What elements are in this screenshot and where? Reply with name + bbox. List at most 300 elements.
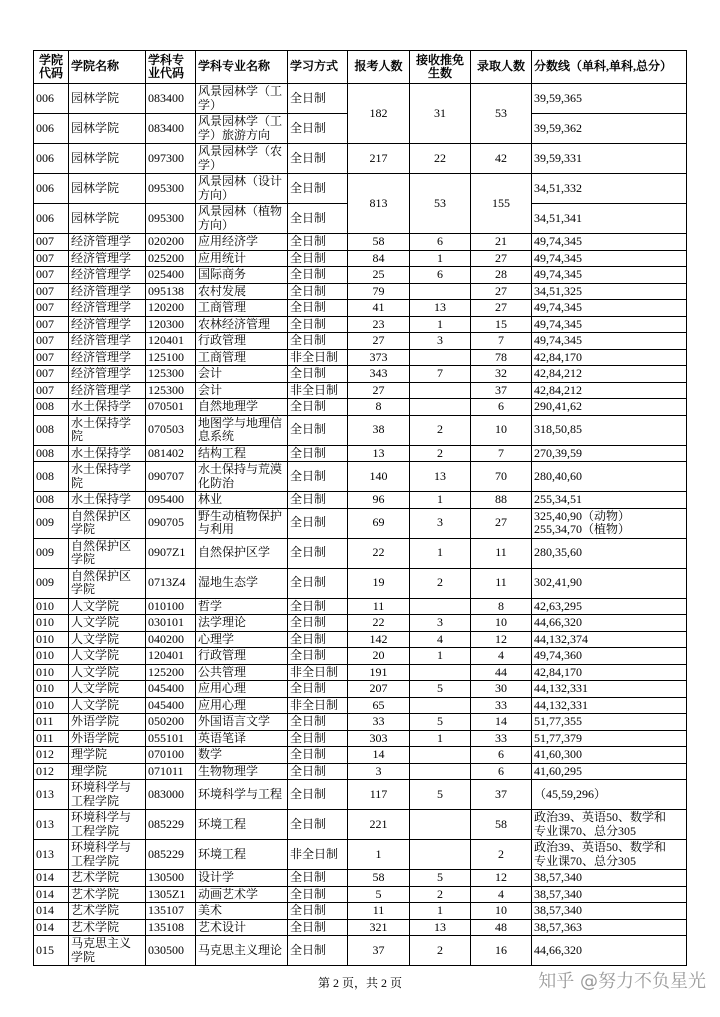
cell-score: 318,50,85 <box>532 415 687 445</box>
cell-admitted: 30 <box>471 681 532 698</box>
cell-study-mode: 全日制 <box>288 415 348 445</box>
cell-college-name: 水土保持学 <box>69 399 146 416</box>
cell-study-mode: 全日制 <box>288 886 348 903</box>
cell-study-mode: 全日制 <box>288 615 348 632</box>
cell-major-name: 野生动植物保护与利用 <box>196 508 288 538</box>
cell-college-name: 环境科学与工程学院 <box>69 840 146 870</box>
cell-admitted: 44 <box>471 664 532 681</box>
cell-exempt: 1 <box>410 492 471 509</box>
cell-exempt: 3 <box>410 333 471 350</box>
cell-exempt: 7 <box>410 366 471 383</box>
cell-score: 51,77,355 <box>532 714 687 731</box>
cell-score: （45,59,296） <box>532 780 687 810</box>
table-row <box>34 747 687 764</box>
cell-college-name: 人文学院 <box>69 631 146 648</box>
cell-college-code: 006 <box>34 84 69 114</box>
cell-college-code: 014 <box>34 919 69 936</box>
cell-major-code: 050200 <box>146 714 196 731</box>
table-row <box>34 664 687 681</box>
cell-college-name: 经济管理学 <box>69 300 146 317</box>
cell-major-name: 哲学 <box>196 598 288 615</box>
cell-major-code: 095400 <box>146 492 196 509</box>
cell-study-mode: 全日制 <box>288 780 348 810</box>
cell-admitted: 27 <box>471 300 532 317</box>
cell-study-mode: 全日制 <box>288 714 348 731</box>
cell-major-name: 自然地理学 <box>196 399 288 416</box>
cell-admitted: 27 <box>471 508 532 538</box>
cell-admitted: 70 <box>471 462 532 492</box>
cell-major-name: 林业 <box>196 492 288 509</box>
cell-college-code: 008 <box>34 462 69 492</box>
cell-college-name: 经济管理学 <box>69 234 146 251</box>
cell-college-code: 010 <box>34 598 69 615</box>
table-row <box>34 144 687 174</box>
cell-college-code: 010 <box>34 631 69 648</box>
cell-applicants: 117 <box>348 780 410 810</box>
cell-study-mode: 全日制 <box>288 144 348 174</box>
cell-study-mode: 全日制 <box>288 84 348 114</box>
cell-college-name: 人文学院 <box>69 648 146 665</box>
cell-applicants: 27 <box>348 382 410 399</box>
cell-exempt <box>410 697 471 714</box>
cell-exempt <box>410 840 471 870</box>
cell-exempt: 3 <box>410 508 471 538</box>
cell-admitted: 10 <box>471 615 532 632</box>
cell-exempt: 13 <box>410 919 471 936</box>
table-row <box>34 631 687 648</box>
cell-major-name: 设计学 <box>196 870 288 887</box>
cell-applicants: 182 <box>348 84 410 144</box>
cell-college-code: 006 <box>34 174 69 204</box>
cell-admitted: 6 <box>471 747 532 764</box>
header-major-code: 学科专业代码 <box>146 51 196 84</box>
cell-exempt: 2 <box>410 936 471 966</box>
cell-major-code: 135108 <box>146 919 196 936</box>
cell-score: 44,132,331 <box>532 697 687 714</box>
cell-score: 42,84,212 <box>532 382 687 399</box>
cell-applicants: 69 <box>348 508 410 538</box>
table-row <box>34 903 687 920</box>
cell-study-mode: 全日制 <box>288 508 348 538</box>
cell-admitted: 33 <box>471 730 532 747</box>
cell-study-mode: 全日制 <box>288 492 348 509</box>
cell-college-name: 园林学院 <box>69 174 146 204</box>
cell-admitted: 28 <box>471 267 532 284</box>
table-row <box>34 919 687 936</box>
cell-study-mode: 全日制 <box>288 300 348 317</box>
cell-applicants: 11 <box>348 903 410 920</box>
header-study-mode: 学习方式 <box>288 51 348 84</box>
cell-college-name: 经济管理学 <box>69 316 146 333</box>
cell-college-code: 007 <box>34 234 69 251</box>
cell-major-code: 125300 <box>146 366 196 383</box>
cell-college-name: 园林学院 <box>69 114 146 144</box>
cell-major-name: 环境科学与工程 <box>196 780 288 810</box>
cell-study-mode: 全日制 <box>288 631 348 648</box>
cell-score: 38,57,340 <box>532 903 687 920</box>
cell-major-code: 025400 <box>146 267 196 284</box>
cell-exempt: 1 <box>410 903 471 920</box>
table-row <box>34 840 687 870</box>
cell-major-code: 030500 <box>146 936 196 966</box>
header-college-name: 学院名称 <box>69 51 146 84</box>
cell-applicants: 37 <box>348 936 410 966</box>
cell-study-mode: 非全日制 <box>288 840 348 870</box>
table-row <box>34 267 687 284</box>
cell-major-name: 动画艺术学 <box>196 886 288 903</box>
cell-major-code: 090707 <box>146 462 196 492</box>
cell-admitted: 88 <box>471 492 532 509</box>
cell-study-mode: 全日制 <box>288 333 348 350</box>
table-row <box>34 936 687 966</box>
cell-college-code: 007 <box>34 366 69 383</box>
cell-college-name: 人文学院 <box>69 598 146 615</box>
cell-major-name: 风景园林（植物方向） <box>196 204 288 234</box>
cell-major-name: 会计 <box>196 382 288 399</box>
cell-major-code: 081402 <box>146 445 196 462</box>
cell-major-code: 030101 <box>146 615 196 632</box>
cell-exempt: 2 <box>410 886 471 903</box>
cell-college-name: 艺术学院 <box>69 903 146 920</box>
cell-college-code: 011 <box>34 730 69 747</box>
table-row <box>34 763 687 780</box>
cell-study-mode: 全日制 <box>288 174 348 204</box>
table-row <box>34 399 687 416</box>
cell-major-name: 风景园林学（农学） <box>196 144 288 174</box>
cell-applicants: 217 <box>348 144 410 174</box>
cell-score: 49,74,345 <box>532 234 687 251</box>
cell-score: 290,41,62 <box>532 399 687 416</box>
cell-admitted: 58 <box>471 810 532 840</box>
cell-major-name: 马克思主义理论 <box>196 936 288 966</box>
cell-major-code: 0713Z4 <box>146 568 196 598</box>
cell-major-code: 120300 <box>146 316 196 333</box>
cell-admitted: 7 <box>471 445 532 462</box>
cell-exempt: 2 <box>410 568 471 598</box>
cell-college-code: 012 <box>34 763 69 780</box>
cell-admitted: 42 <box>471 144 532 174</box>
cell-score: 34,51,325 <box>532 283 687 300</box>
cell-exempt: 3 <box>410 615 471 632</box>
cell-score: 34,51,341 <box>532 204 687 234</box>
cell-college-name: 人文学院 <box>69 664 146 681</box>
cell-major-name: 会计 <box>196 366 288 383</box>
cell-major-name: 行政管理 <box>196 333 288 350</box>
cell-score: 政治39、英语50、数学和专业课70、总分305 <box>532 840 687 870</box>
cell-applicants: 58 <box>348 870 410 887</box>
cell-exempt: 1 <box>410 538 471 568</box>
cell-score: 49,74,345 <box>532 316 687 333</box>
cell-college-name: 外语学院 <box>69 730 146 747</box>
table-row <box>34 697 687 714</box>
cell-major-code: 020200 <box>146 234 196 251</box>
cell-applicants: 41 <box>348 300 410 317</box>
admission-table <box>33 50 687 966</box>
cell-college-name: 经济管理学 <box>69 267 146 284</box>
table-header <box>34 51 687 84</box>
cell-college-name: 水土保持学院 <box>69 462 146 492</box>
cell-major-name: 应用统计 <box>196 250 288 267</box>
cell-score: 270,39,59 <box>532 445 687 462</box>
cell-major-code: 070100 <box>146 747 196 764</box>
cell-exempt: 1 <box>410 648 471 665</box>
cell-applicants: 191 <box>348 664 410 681</box>
cell-exempt: 53 <box>410 174 471 234</box>
cell-major-name: 公共管理 <box>196 664 288 681</box>
cell-major-code: 130500 <box>146 870 196 887</box>
cell-college-name: 外语学院 <box>69 714 146 731</box>
cell-exempt: 6 <box>410 267 471 284</box>
cell-admitted: 37 <box>471 780 532 810</box>
cell-major-code: 055101 <box>146 730 196 747</box>
cell-college-name: 艺术学院 <box>69 886 146 903</box>
table-row <box>34 870 687 887</box>
table-row <box>34 415 687 445</box>
cell-college-code: 010 <box>34 648 69 665</box>
cell-admitted: 21 <box>471 234 532 251</box>
cell-admitted: 27 <box>471 283 532 300</box>
cell-admitted: 4 <box>471 648 532 665</box>
cell-college-code: 008 <box>34 415 69 445</box>
cell-college-code: 010 <box>34 697 69 714</box>
cell-college-name: 环境科学与工程学院 <box>69 780 146 810</box>
cell-college-code: 010 <box>34 681 69 698</box>
cell-exempt: 1 <box>410 250 471 267</box>
cell-study-mode: 非全日制 <box>288 349 348 366</box>
cell-college-code: 006 <box>34 144 69 174</box>
cell-score: 34,51,332 <box>532 174 687 204</box>
header-exempt: 接收推免生数 <box>410 51 471 84</box>
cell-college-code: 007 <box>34 300 69 317</box>
cell-major-code: 120401 <box>146 648 196 665</box>
cell-college-name: 经济管理学 <box>69 349 146 366</box>
cell-applicants: 25 <box>348 267 410 284</box>
cell-major-code: 083400 <box>146 114 196 144</box>
cell-applicants: 22 <box>348 615 410 632</box>
cell-exempt: 4 <box>410 631 471 648</box>
cell-major-code: 083400 <box>146 84 196 114</box>
cell-score: 42,84,170 <box>532 664 687 681</box>
cell-college-code: 008 <box>34 445 69 462</box>
table-row <box>34 84 687 114</box>
header-score: 分数线（单科,单科,总分） <box>532 51 687 84</box>
cell-college-code: 008 <box>34 399 69 416</box>
cell-major-name: 结构工程 <box>196 445 288 462</box>
cell-admitted: 32 <box>471 366 532 383</box>
cell-applicants: 8 <box>348 399 410 416</box>
cell-major-code: 125100 <box>146 349 196 366</box>
cell-applicants: 79 <box>348 283 410 300</box>
cell-study-mode: 全日制 <box>288 538 348 568</box>
cell-major-code: 085229 <box>146 810 196 840</box>
cell-study-mode: 非全日制 <box>288 664 348 681</box>
cell-applicants: 221 <box>348 810 410 840</box>
cell-admitted: 33 <box>471 697 532 714</box>
cell-exempt: 5 <box>410 681 471 698</box>
cell-study-mode: 全日制 <box>288 250 348 267</box>
cell-score: 49,74,345 <box>532 267 687 284</box>
cell-score: 39,59,331 <box>532 144 687 174</box>
cell-college-name: 环境科学与工程学院 <box>69 810 146 840</box>
cell-major-name: 工商管理 <box>196 300 288 317</box>
table-row <box>34 333 687 350</box>
cell-admitted: 11 <box>471 538 532 568</box>
cell-major-code: 010100 <box>146 598 196 615</box>
cell-applicants: 14 <box>348 747 410 764</box>
table-row <box>34 316 687 333</box>
cell-applicants: 38 <box>348 415 410 445</box>
table-row <box>34 366 687 383</box>
cell-admitted: 4 <box>471 886 532 903</box>
cell-score: 51,77,379 <box>532 730 687 747</box>
cell-exempt: 31 <box>410 84 471 144</box>
cell-college-name: 自然保护区学院 <box>69 508 146 538</box>
cell-major-code: 090705 <box>146 508 196 538</box>
cell-admitted: 12 <box>471 631 532 648</box>
cell-college-code: 010 <box>34 615 69 632</box>
header-row <box>34 51 687 84</box>
cell-college-code: 013 <box>34 840 69 870</box>
table-row <box>34 714 687 731</box>
header-admitted: 录取人数 <box>471 51 532 84</box>
cell-exempt: 2 <box>410 415 471 445</box>
cell-college-code: 007 <box>34 283 69 300</box>
cell-major-name: 工商管理 <box>196 349 288 366</box>
cell-college-name: 理学院 <box>69 763 146 780</box>
table-row <box>34 648 687 665</box>
cell-score: 42,84,170 <box>532 349 687 366</box>
cell-college-name: 艺术学院 <box>69 870 146 887</box>
cell-college-code: 012 <box>34 747 69 764</box>
cell-score: 41,60,295 <box>532 763 687 780</box>
page-number: 第 2 页，共 2 页 <box>317 976 402 990</box>
cell-exempt <box>410 399 471 416</box>
table-row <box>34 810 687 840</box>
cell-exempt <box>410 283 471 300</box>
table-row <box>34 492 687 509</box>
table-row <box>34 300 687 317</box>
cell-college-name: 艺术学院 <box>69 919 146 936</box>
table-row <box>34 538 687 568</box>
cell-score: 49,74,345 <box>532 250 687 267</box>
cell-college-code: 015 <box>34 936 69 966</box>
cell-applicants: 65 <box>348 697 410 714</box>
watermark-text: 知乎 @努力不负星光 <box>538 971 706 992</box>
table-row <box>34 681 687 698</box>
cell-applicants: 142 <box>348 631 410 648</box>
cell-admitted: 27 <box>471 250 532 267</box>
cell-study-mode: 全日制 <box>288 316 348 333</box>
cell-applicants: 20 <box>348 648 410 665</box>
cell-score: 49,74,360 <box>532 648 687 665</box>
cell-score: 39,59,365 <box>532 84 687 114</box>
cell-study-mode: 全日制 <box>288 747 348 764</box>
cell-major-code: 120401 <box>146 333 196 350</box>
cell-college-code: 009 <box>34 568 69 598</box>
cell-score: 280,40,60 <box>532 462 687 492</box>
cell-major-name: 风景园林学（工学）旅游方向 <box>196 114 288 144</box>
cell-applicants: 96 <box>348 492 410 509</box>
table-row <box>34 730 687 747</box>
cell-exempt: 2 <box>410 445 471 462</box>
cell-college-name: 人文学院 <box>69 615 146 632</box>
cell-applicants: 33 <box>348 714 410 731</box>
cell-college-name: 园林学院 <box>69 144 146 174</box>
cell-major-code: 120200 <box>146 300 196 317</box>
table-row <box>34 174 687 204</box>
header-applicants: 报考人数 <box>348 51 410 84</box>
cell-study-mode: 全日制 <box>288 283 348 300</box>
cell-major-name: 生物物理学 <box>196 763 288 780</box>
cell-major-name: 地图学与地理信息系统 <box>196 415 288 445</box>
cell-exempt: 6 <box>410 234 471 251</box>
cell-college-name: 水土保持学院 <box>69 415 146 445</box>
cell-applicants: 58 <box>348 234 410 251</box>
cell-score: 42,84,212 <box>532 366 687 383</box>
cell-applicants: 27 <box>348 333 410 350</box>
cell-major-name: 湿地生态学 <box>196 568 288 598</box>
cell-score: 政治39、英语50、数学和专业课70、总分305 <box>532 810 687 840</box>
cell-study-mode: 全日制 <box>288 366 348 383</box>
cell-college-name: 经济管理学 <box>69 366 146 383</box>
cell-college-name: 人文学院 <box>69 697 146 714</box>
cell-admitted: 15 <box>471 316 532 333</box>
cell-admitted: 6 <box>471 763 532 780</box>
cell-college-code: 006 <box>34 204 69 234</box>
admission-table-container <box>33 50 686 966</box>
cell-applicants: 321 <box>348 919 410 936</box>
cell-admitted: 37 <box>471 382 532 399</box>
cell-study-mode: 全日制 <box>288 399 348 416</box>
cell-exempt <box>410 598 471 615</box>
cell-college-code: 013 <box>34 810 69 840</box>
cell-college-code: 014 <box>34 870 69 887</box>
cell-applicants: 22 <box>348 538 410 568</box>
cell-admitted: 14 <box>471 714 532 731</box>
cell-major-name: 农村发展 <box>196 283 288 300</box>
cell-exempt: 1 <box>410 316 471 333</box>
cell-exempt <box>410 382 471 399</box>
cell-college-name: 园林学院 <box>69 204 146 234</box>
cell-score: 38,57,340 <box>532 886 687 903</box>
cell-study-mode: 全日制 <box>288 204 348 234</box>
cell-major-name: 行政管理 <box>196 648 288 665</box>
cell-study-mode: 全日制 <box>288 445 348 462</box>
cell-score: 38,57,363 <box>532 919 687 936</box>
cell-exempt <box>410 810 471 840</box>
table-body <box>34 84 687 966</box>
cell-score: 39,59,362 <box>532 114 687 144</box>
cell-exempt: 22 <box>410 144 471 174</box>
cell-college-name: 理学院 <box>69 747 146 764</box>
cell-score: 280,35,60 <box>532 538 687 568</box>
cell-major-code: 045400 <box>146 681 196 698</box>
cell-admitted: 53 <box>471 84 532 144</box>
cell-score: 49,74,345 <box>532 300 687 317</box>
table-row <box>34 508 687 538</box>
cell-admitted: 16 <box>471 936 532 966</box>
cell-major-name: 环境工程 <box>196 840 288 870</box>
cell-college-name: 园林学院 <box>69 84 146 114</box>
cell-college-code: 008 <box>34 492 69 509</box>
cell-major-code: 1305Z1 <box>146 886 196 903</box>
cell-study-mode: 全日制 <box>288 681 348 698</box>
cell-study-mode: 全日制 <box>288 267 348 284</box>
cell-score: 44,66,320 <box>532 615 687 632</box>
table-row <box>34 445 687 462</box>
cell-major-name: 应用心理 <box>196 681 288 698</box>
cell-applicants: 303 <box>348 730 410 747</box>
